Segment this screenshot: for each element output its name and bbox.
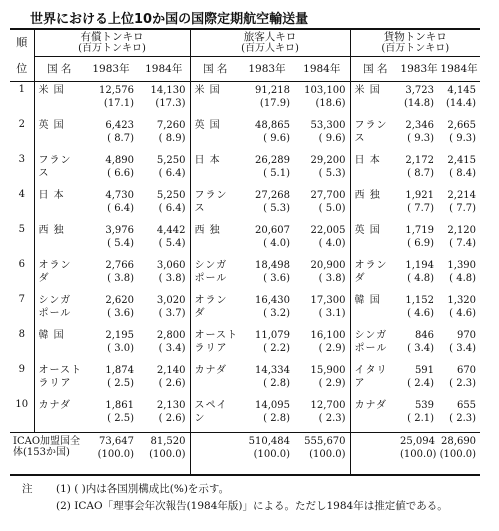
footnote-1-label: (1): [56, 483, 71, 495]
value: 5,250: [156, 189, 186, 201]
value: 22,005: [310, 224, 346, 236]
value: 103,100: [304, 84, 346, 96]
value-cell: [438, 117, 480, 152]
empty-cell: [190, 432, 240, 475]
header-column-row: [10, 57, 480, 82]
share-percent: ( 3.4): [449, 342, 477, 354]
value-cell: [438, 362, 480, 397]
share-percent: ( 2.5): [107, 412, 134, 424]
table-row: [10, 257, 480, 292]
table-row: [10, 81, 480, 117]
value: 2,195: [105, 329, 134, 341]
country-name: 西 独: [190, 222, 240, 257]
value-cell: [294, 432, 350, 475]
value-cell: [438, 187, 480, 222]
value: 12,576: [99, 84, 134, 96]
value-cell: [294, 222, 350, 257]
air-transport-table: [10, 28, 480, 476]
value: 846: [414, 329, 435, 341]
value-cell: [138, 327, 190, 362]
value-cell: [138, 362, 190, 397]
country-name: シンガポール: [350, 327, 400, 362]
value-cell: [84, 397, 138, 433]
value-cell: [240, 257, 294, 292]
value: 29,200: [310, 154, 346, 166]
value: 28,690: [441, 435, 477, 447]
country-name: 日 本: [190, 152, 240, 187]
value: 1,390: [447, 259, 477, 271]
value-cell: [240, 397, 294, 433]
value-cell: [240, 362, 294, 397]
value: 7,260: [156, 119, 186, 131]
rank-number: 5: [18, 223, 25, 235]
value-cell: [294, 81, 350, 117]
year-1983-header: 1983年: [240, 57, 294, 82]
country-name: シンガポール: [34, 292, 84, 327]
share-percent: ( 9.6): [318, 132, 346, 144]
share-percent: ( 5.3): [318, 167, 346, 179]
value: 2,130: [156, 399, 186, 411]
country-name: オーストラリア: [34, 362, 84, 397]
group-label: 貨物トンキロ: [383, 31, 447, 43]
share-percent: ( 2.3): [318, 412, 346, 424]
value: 4,442: [156, 224, 186, 236]
value: 4,890: [105, 154, 134, 166]
share-percent: ( 6.6): [107, 167, 134, 179]
value: 2,140: [156, 364, 186, 376]
value: 27,268: [255, 189, 290, 201]
value: 1,861: [105, 399, 134, 411]
country-name: 西 独: [350, 187, 400, 222]
empty-cell: [350, 432, 400, 475]
value-cell: [438, 292, 480, 327]
share-percent: ( 7.4): [449, 237, 477, 249]
share-percent: (17.1): [103, 97, 134, 109]
share-percent: ( 3.8): [318, 272, 346, 284]
value-cell: [400, 362, 438, 397]
country-name: スペイン: [190, 397, 240, 433]
rank-number: 2: [18, 118, 25, 130]
value-cell: [84, 362, 138, 397]
share-percent: ( 4.8): [407, 272, 435, 284]
value-cell: [84, 81, 138, 117]
group-label: 有償トンキロ: [80, 31, 144, 43]
table-row: [10, 362, 480, 397]
value-cell: [400, 187, 438, 222]
rank-number: 7: [18, 293, 25, 305]
country-header: 国 名: [34, 57, 84, 82]
value-cell: [294, 397, 350, 433]
value: 1,320: [447, 294, 477, 306]
share-percent: ( 4.0): [318, 237, 346, 249]
value: 2,172: [405, 154, 435, 166]
value: 591: [414, 364, 435, 376]
share-percent: ( 4.6): [449, 307, 477, 319]
value: 3,060: [156, 259, 186, 271]
country-name: フランス: [190, 187, 240, 222]
group-label: 旅客人キロ: [243, 31, 297, 43]
value-cell: [138, 187, 190, 222]
table-row: [10, 187, 480, 222]
value: 12,700: [310, 399, 346, 411]
rank-header-top: 順: [10, 29, 34, 57]
share-percent: (17.9): [259, 97, 290, 109]
value-cell: [138, 397, 190, 433]
value-cell: [438, 432, 480, 475]
value: 3,020: [156, 294, 186, 306]
share-percent: ( 8.4): [449, 167, 477, 179]
value: 73,647: [99, 435, 134, 447]
country-name: カナダ: [34, 397, 84, 433]
header-group-row: [10, 29, 480, 57]
country-name: 英 国: [34, 117, 84, 152]
group-unit: (百万人キロ): [241, 43, 299, 54]
share-percent: ( 4.6): [407, 307, 435, 319]
group-header-passenger-km: [190, 29, 350, 57]
value-cell: [84, 152, 138, 187]
value: 18,498: [255, 259, 290, 271]
year-1984-header: 1984年: [438, 57, 480, 82]
value-cell: [84, 432, 138, 475]
value-cell: [138, 152, 190, 187]
value-cell: [400, 222, 438, 257]
value: 16,430: [255, 294, 290, 306]
share-percent: (17.3): [155, 97, 186, 109]
value-cell: [400, 152, 438, 187]
value-cell: [240, 81, 294, 117]
value-cell: [438, 397, 480, 433]
year-1984-header: 1984年: [138, 57, 190, 82]
value: 17,300: [310, 294, 346, 306]
share-percent: ( 9.3): [407, 132, 435, 144]
value: 91,218: [255, 84, 290, 96]
country-name: オランダ: [350, 257, 400, 292]
share-percent: ( 2.6): [158, 412, 186, 424]
value: 510,484: [248, 435, 290, 447]
group-unit: (百万トンキロ): [381, 43, 450, 54]
value: 2,346: [405, 119, 435, 131]
rank-number: 8: [18, 328, 25, 340]
share-percent: ( 3.8): [107, 272, 134, 284]
value: 16,100: [310, 329, 346, 341]
share-percent: (100.0): [149, 448, 186, 460]
share-percent: ( 6.4): [107, 202, 134, 214]
share-percent: ( 3.2): [263, 307, 290, 319]
value-cell: [84, 327, 138, 362]
share-percent: ( 3.4): [407, 342, 435, 354]
share-percent: ( 5.4): [158, 237, 186, 249]
share-percent: ( 3.0): [107, 342, 134, 354]
country-name: 韓 国: [34, 327, 84, 362]
value-cell: [294, 292, 350, 327]
country-name: 日 本: [34, 187, 84, 222]
total-row: [10, 432, 480, 475]
value: 53,300: [310, 119, 346, 131]
rank-number: 1: [18, 83, 25, 95]
value: 11,079: [255, 329, 290, 341]
value-cell: [400, 432, 438, 475]
country-name: オランダ: [34, 257, 84, 292]
share-percent: ( 3.1): [318, 307, 346, 319]
value-cell: [294, 362, 350, 397]
value: 1,874: [105, 364, 134, 376]
country-name: カナダ: [190, 362, 240, 397]
share-percent: ( 5.4): [107, 237, 134, 249]
group-header-cargo-tonkm: [350, 29, 480, 57]
share-percent: ( 2.9): [318, 342, 346, 354]
share-percent: ( 2.2): [263, 342, 290, 354]
value-cell: [84, 187, 138, 222]
value-cell: [400, 292, 438, 327]
value: 81,520: [150, 435, 186, 447]
value-cell: [138, 257, 190, 292]
rank-number: 10: [15, 398, 29, 410]
value: 539: [414, 399, 435, 411]
share-percent: ( 8.9): [158, 132, 186, 144]
value-cell: [138, 81, 190, 117]
footnotes: [22, 481, 482, 515]
share-percent: ( 3.6): [107, 307, 134, 319]
value-cell: [84, 292, 138, 327]
value: 1,921: [405, 189, 435, 201]
value-cell: [240, 222, 294, 257]
group-header-revenue-tonkm: [34, 29, 190, 57]
value: 1,194: [405, 259, 435, 271]
value-cell: [138, 117, 190, 152]
value: 2,120: [447, 224, 477, 236]
value: 2,800: [156, 329, 186, 341]
year-1984-header: 1984年: [294, 57, 350, 82]
rank-number: 4: [18, 188, 25, 200]
rank-number: 3: [18, 153, 25, 165]
value: 27,700: [310, 189, 346, 201]
country-name: 米 国: [34, 81, 84, 117]
share-percent: ( 2.3): [449, 412, 477, 424]
country-name: イタリア: [350, 362, 400, 397]
country-header: 国 名: [350, 57, 400, 82]
value-cell: [294, 187, 350, 222]
share-percent: ( 8.7): [407, 167, 435, 179]
share-percent: ( 6.4): [158, 202, 186, 214]
value: 2,415: [447, 154, 477, 166]
share-percent: (100.0): [439, 448, 477, 460]
value-cell: [138, 222, 190, 257]
value: 20,607: [255, 224, 290, 236]
year-1983-header: 1983年: [84, 57, 138, 82]
value: 1,719: [405, 224, 435, 236]
value-cell: [294, 117, 350, 152]
share-percent: ( 3.4): [158, 342, 186, 354]
rank-header-bottom: 位: [10, 57, 34, 82]
value: 15,900: [310, 364, 346, 376]
share-percent: ( 8.7): [107, 132, 134, 144]
share-percent: ( 2.5): [107, 377, 134, 389]
value: 14,095: [255, 399, 290, 411]
value: 4,730: [105, 189, 134, 201]
share-percent: (100.0): [97, 448, 134, 460]
value: 2,214: [447, 189, 477, 201]
country-name: 米 国: [190, 81, 240, 117]
share-percent: (14.8): [403, 97, 435, 109]
share-percent: ( 4.0): [263, 237, 290, 249]
share-percent: ( 5.0): [318, 202, 346, 214]
share-percent: ( 2.4): [407, 377, 435, 389]
country-name: オランダ: [190, 292, 240, 327]
table-row: [10, 152, 480, 187]
value-cell: [138, 432, 190, 475]
value: 2,766: [105, 259, 134, 271]
share-percent: ( 2.9): [318, 377, 346, 389]
footnote-1-text: ( )内は各国別構成比(%)を示す。: [74, 483, 230, 495]
country-name: 英 国: [350, 222, 400, 257]
share-percent: ( 6.9): [407, 237, 435, 249]
year-1983-header: 1983年: [400, 57, 438, 82]
total-label: ICAO加盟国全体(153か国): [10, 432, 84, 475]
value-cell: [240, 152, 294, 187]
value: 970: [456, 329, 477, 341]
value: 555,670: [304, 435, 346, 447]
value-cell: [84, 222, 138, 257]
value: 20,900: [310, 259, 346, 271]
group-unit: (百万トンキロ): [78, 43, 146, 54]
value: 4,145: [447, 84, 477, 96]
share-percent: ( 2.1): [407, 412, 435, 424]
share-percent: ( 3.7): [158, 307, 186, 319]
value-cell: [294, 257, 350, 292]
country-header: 国 名: [190, 57, 240, 82]
footnote-2: [22, 498, 482, 515]
footnote-1: [22, 481, 482, 498]
value-cell: [400, 257, 438, 292]
country-name: 米 国: [350, 81, 400, 117]
value-cell: [400, 117, 438, 152]
share-percent: ( 9.3): [449, 132, 477, 144]
value-cell: [240, 327, 294, 362]
value: 655: [456, 399, 477, 411]
value-cell: [400, 81, 438, 117]
value-cell: [240, 187, 294, 222]
value-cell: [84, 117, 138, 152]
share-percent: ( 2.6): [158, 377, 186, 389]
country-name: 韓 国: [350, 292, 400, 327]
value: 26,289: [255, 154, 290, 166]
value-cell: [294, 152, 350, 187]
value: 3,723: [405, 84, 435, 96]
value-cell: [438, 152, 480, 187]
value-cell: [438, 81, 480, 117]
share-percent: ( 3.6): [263, 272, 290, 284]
value: 48,865: [255, 119, 290, 131]
share-percent: (14.4): [445, 97, 477, 109]
value-cell: [400, 327, 438, 362]
share-percent: ( 7.7): [449, 202, 477, 214]
share-percent: ( 2.8): [263, 377, 290, 389]
value: 1,152: [405, 294, 435, 306]
table-row: [10, 397, 480, 433]
value: 670: [456, 364, 477, 376]
share-percent: ( 4.8): [449, 272, 477, 284]
value-cell: [240, 117, 294, 152]
country-name: 日 本: [350, 152, 400, 187]
share-percent: ( 2.8): [263, 412, 290, 424]
country-name: フランス: [34, 152, 84, 187]
share-percent: (100.0): [309, 448, 346, 460]
share-percent: ( 3.8): [158, 272, 186, 284]
share-percent: ( 5.3): [263, 202, 290, 214]
value-cell: [84, 257, 138, 292]
value: 2,620: [105, 294, 134, 306]
value: 25,094: [400, 435, 436, 447]
value-cell: [400, 397, 438, 433]
value-cell: [438, 222, 480, 257]
table-row: [10, 222, 480, 257]
share-percent: ( 2.3): [449, 377, 477, 389]
rank-number: 6: [18, 258, 25, 270]
share-percent: (18.6): [315, 97, 346, 109]
value: 14,130: [150, 84, 186, 96]
share-percent: (100.0): [400, 448, 437, 460]
value-cell: [438, 327, 480, 362]
share-percent: ( 9.6): [263, 132, 290, 144]
value: 2,665: [447, 119, 477, 131]
value-cell: [438, 257, 480, 292]
country-name: 英 国: [190, 117, 240, 152]
value: 14,334: [255, 364, 290, 376]
table-row: [10, 327, 480, 362]
rank-number: 9: [18, 363, 25, 375]
share-percent: ( 6.4): [158, 167, 186, 179]
value-cell: [240, 292, 294, 327]
country-name: シンガポール: [190, 257, 240, 292]
value-cell: [294, 327, 350, 362]
share-percent: ( 5.1): [263, 167, 290, 179]
value: 5,250: [156, 154, 186, 166]
value-cell: [240, 432, 294, 475]
value-cell: [138, 292, 190, 327]
country-name: 西 独: [34, 222, 84, 257]
country-name: カナダ: [350, 397, 400, 433]
notes-head: 注: [22, 483, 33, 495]
share-percent: ( 7.7): [407, 202, 435, 214]
share-percent: (100.0): [253, 448, 290, 460]
country-name: フランス: [350, 117, 400, 152]
value: 6,423: [105, 119, 134, 131]
value: 3,976: [105, 224, 134, 236]
footnote-2-label: (2): [56, 500, 71, 512]
country-name: オーストラリア: [190, 327, 240, 362]
page-title: 世界における上位10か国の国際定期航空輸送量: [30, 12, 309, 27]
footnote-2-text: ICAO「理事会年次報告(1984年版)」による。ただし1984年は推定値である。: [74, 500, 448, 512]
table-row: [10, 292, 480, 327]
table-row: [10, 117, 480, 152]
